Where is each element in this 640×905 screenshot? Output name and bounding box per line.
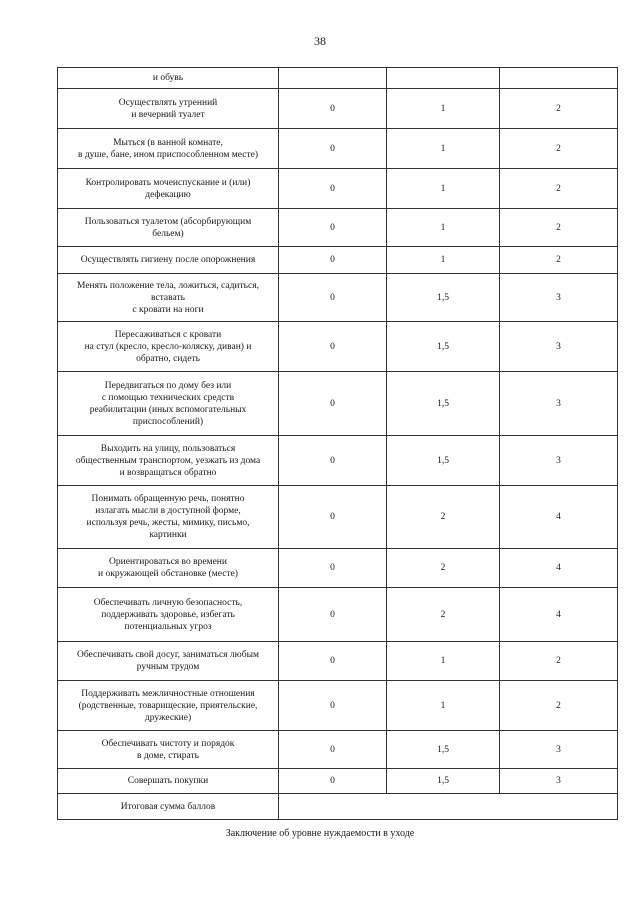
score-partial: 1: [387, 129, 500, 169]
activity-label: Осуществлять утренний и вечерний туалет: [58, 89, 279, 129]
needs-assessment-table: [57, 67, 618, 820]
score-partial: 1: [387, 247, 500, 274]
score-full: 3: [500, 436, 618, 486]
score-partial: 1: [387, 89, 500, 129]
score-full: 3: [500, 274, 618, 322]
score-full: 2: [500, 169, 618, 209]
score-none: 0: [279, 681, 387, 731]
table-row: [58, 129, 618, 169]
table-row-continuation: [58, 68, 618, 89]
score-full: 3: [500, 322, 618, 372]
score-none: 0: [279, 588, 387, 642]
score-cell-empty: [387, 68, 500, 89]
score-partial: 1,5: [387, 436, 500, 486]
score-partial: 2: [387, 486, 500, 549]
score-none: 0: [279, 486, 387, 549]
activity-label: Пользоваться туалетом (абсорбирующим бельем): [58, 209, 279, 247]
table-row: [58, 274, 618, 322]
score-partial: 1: [387, 642, 500, 681]
score-full: 3: [500, 731, 618, 769]
table-row: [58, 89, 618, 129]
score-partial: 1,5: [387, 322, 500, 372]
activity-label: Обеспечивать личную безопасность, поддерживать здоровье, избегать потенциальных угроз: [58, 588, 279, 642]
activity-label: Обеспечивать свой досуг, заниматься любым ручным трудом: [58, 642, 279, 681]
score-partial: 1: [387, 681, 500, 731]
score-none: 0: [279, 731, 387, 769]
table-row: [58, 372, 618, 436]
score-none: 0: [279, 89, 387, 129]
score-partial: 2: [387, 588, 500, 642]
activity-label: Осуществлять гигиену после опорожнения: [58, 247, 279, 274]
score-partial: 1,5: [387, 274, 500, 322]
score-full: 2: [500, 681, 618, 731]
score-none: 0: [279, 209, 387, 247]
score-none: 0: [279, 169, 387, 209]
conclusion-heading: Заключение об уровне нуждаемости в уходе: [225, 828, 415, 839]
score-none: 0: [279, 436, 387, 486]
total-row: [58, 794, 618, 820]
score-partial: 1,5: [387, 372, 500, 436]
table-row: [58, 169, 618, 209]
table-row: [58, 769, 618, 794]
score-none: 0: [279, 247, 387, 274]
table-row: [58, 588, 618, 642]
table-row: [58, 247, 618, 274]
score-full: 2: [500, 129, 618, 169]
score-partial: 1: [387, 209, 500, 247]
score-cell-empty: [500, 68, 618, 89]
activity-label: Совершать покупки: [58, 769, 279, 794]
table-row: [58, 486, 618, 549]
score-partial: 1,5: [387, 731, 500, 769]
score-full: 2: [500, 642, 618, 681]
score-none: 0: [279, 129, 387, 169]
activity-label: Пересаживаться с кровати на стул (кресло, кресло-коляску, диван) и обратно, сидеть: [58, 322, 279, 372]
activity-label: Ориентироваться во времени и окружающей обстановке (месте): [58, 549, 279, 588]
score-partial: 1: [387, 169, 500, 209]
score-none: 0: [279, 372, 387, 436]
activity-label: Выходить на улицу, пользоваться общественным транспортом, уезжать из дома и возвращаться обратно: [58, 436, 279, 486]
score-full: 3: [500, 372, 618, 436]
score-partial: 1,5: [387, 769, 500, 794]
score-full: 4: [500, 588, 618, 642]
activity-label: Обеспечивать чистоту и порядок в доме, стирать: [58, 731, 279, 769]
score-none: 0: [279, 322, 387, 372]
activity-label: Понимать обращенную речь, понятно излагать мысли в доступной форме, используя речь, жесты, мимику, письмо, картинки: [58, 486, 279, 549]
page-number: 38: [314, 34, 326, 48]
score-full: 4: [500, 549, 618, 588]
score-none: 0: [279, 642, 387, 681]
score-none: 0: [279, 769, 387, 794]
score-full: 2: [500, 89, 618, 129]
score-full: 4: [500, 486, 618, 549]
score-cell-empty: [279, 68, 387, 89]
score-none: 0: [279, 274, 387, 322]
activity-label: Поддерживать межличностные отношения (родственные, товарищеские, приятельские, дружеские): [58, 681, 279, 731]
score-full: 2: [500, 209, 618, 247]
score-full: 2: [500, 247, 618, 274]
table-row: [58, 549, 618, 588]
activity-label: Мыться (в ванной комнате, в душе, бане, ином приспособленном месте): [58, 129, 279, 169]
table-row: [58, 681, 618, 731]
activity-label: Контролировать мочеиспускание и (или) дефекацию: [58, 169, 279, 209]
activity-label: Менять положение тела, ложиться, садиться, вставать с кровати на ноги: [58, 274, 279, 322]
table-row: [58, 642, 618, 681]
score-none: 0: [279, 549, 387, 588]
score-partial: 2: [387, 549, 500, 588]
table-row: [58, 436, 618, 486]
total-label: Итоговая сумма баллов: [58, 794, 279, 820]
table-row: [58, 209, 618, 247]
activity-label: Передвигаться по дому без или с помощью технических средств реабилитации (иных вспомогательных приспособлений): [58, 372, 279, 436]
score-full: 3: [500, 769, 618, 794]
table-row: [58, 731, 618, 769]
total-value-cell: [279, 794, 618, 820]
table-row: [58, 322, 618, 372]
activity-label: и обувь: [58, 68, 279, 89]
